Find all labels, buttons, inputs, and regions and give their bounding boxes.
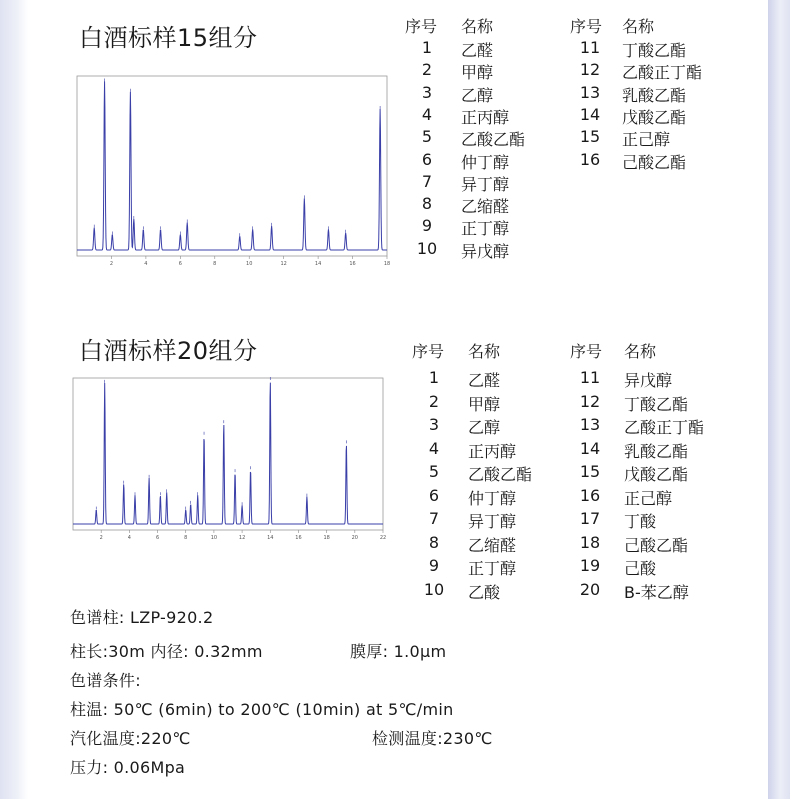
section2-legend-item-number: 3 — [428, 415, 440, 434]
chart15-frame — [77, 76, 387, 256]
chart20-x-tick-label: 10 — [210, 535, 218, 541]
section1-legend-item-name: 甲醇 — [461, 63, 494, 83]
section1-legend-item-name: 己酸乙酯 — [622, 152, 687, 172]
chart15-x-tick-label: 14 — [314, 261, 322, 267]
section1-legend — [405, 14, 735, 264]
section2-legend-item-name: 异丁醇 — [468, 512, 517, 531]
section2-legend-item-name: 乙酸正丁酯 — [624, 418, 705, 437]
section2-legend-header-name: 名称 — [468, 342, 501, 361]
section2-legend-item-number: 9 — [428, 556, 440, 575]
chart15-x-tick-label: 18 — [383, 261, 391, 267]
section1-legend-item-number: 10 — [416, 238, 438, 258]
section2-legend-item-number: 11 — [579, 368, 601, 387]
section2-legend-item-name: 异戊醇 — [624, 371, 673, 390]
section1-legend-item-number: 9 — [421, 216, 433, 236]
chart15-x-tick-label: 6 — [178, 261, 182, 267]
section1-legend-item-number: 14 — [579, 104, 601, 124]
section1-legend-item-number: 4 — [421, 104, 433, 124]
section2-legend-item-name: 正己醇 — [624, 488, 673, 508]
section1-legend-item-name: 乙醛 — [461, 41, 494, 60]
section1-legend-item-name: 仲丁醇 — [461, 152, 510, 172]
section2-legend-item-number: 1 — [428, 368, 440, 387]
chromatogram-20-svg — [71, 376, 385, 542]
section1-legend-item-number: 7 — [421, 171, 433, 191]
section2-legend-item-name: 正丙醇 — [468, 441, 517, 461]
section2-legend-item-name: 乙醇 — [468, 418, 501, 437]
section2-legend-item-number: 2 — [428, 391, 440, 411]
section1-legend-item-name: 乳酸乙酯 — [622, 85, 687, 105]
section2-legend-item-number: 4 — [428, 438, 440, 458]
column-length-id: 柱长:30m 内径: 0.32mm — [70, 642, 263, 661]
section2-legend-item-name: 正丁醇 — [468, 559, 517, 578]
section2-legend-item-number: 17 — [579, 509, 601, 528]
chart20-x-tick-label: 12 — [238, 535, 246, 541]
chromatogram-15 — [75, 74, 389, 268]
section1-legend-item-number: 12 — [579, 60, 601, 80]
column-model: 色谱柱: LZP-920.2 — [70, 608, 214, 627]
section1-legend-item-number: 11 — [579, 38, 601, 57]
chromatography-parameters — [70, 605, 760, 790]
section1-legend-item-name: 乙缩醛 — [461, 197, 510, 217]
chart15-x-tick-label: 8 — [213, 261, 217, 267]
section2-legend-item-name: 丁酸乙酯 — [624, 394, 689, 414]
chart20-frame — [73, 378, 383, 530]
section2-legend-item-name: 己酸 — [624, 559, 657, 578]
conditions-heading: 色谱条件: — [70, 671, 141, 690]
section1-legend-item-name: 乙酸乙酯 — [461, 130, 526, 150]
section1-legend-item-name: 异戊醇 — [461, 241, 510, 261]
section2-legend-item-number: 19 — [579, 556, 601, 575]
section1-legend-header-no: 序号 — [405, 17, 438, 36]
section1-legend-item-number: 3 — [421, 82, 433, 102]
section1-legend-item-name: 丁酸乙酯 — [622, 41, 687, 60]
section2-legend-header-no: 序号 — [570, 342, 603, 361]
section1-legend-item-number: 16 — [579, 149, 601, 169]
section2-legend-item-name: 丁酸 — [624, 512, 657, 531]
chart20-x-tick-label: 2 — [99, 535, 103, 541]
section2-legend-item-number: 16 — [579, 485, 601, 505]
section2-legend-item-name: 己酸乙酯 — [624, 535, 689, 555]
section2-legend-item-name: 乙醛 — [468, 371, 501, 390]
chart20-x-tick-label: 16 — [295, 535, 302, 541]
chart15-x-tick-label: 4 — [144, 261, 148, 267]
chart15-x-tick-label: 12 — [280, 261, 287, 267]
section2-legend-item-number: 15 — [579, 462, 601, 481]
section1-legend-item-number: 6 — [421, 149, 433, 169]
section1-legend-item-name: 乙酸正丁酯 — [622, 63, 703, 83]
section1-legend-item-name: 正丙醇 — [461, 107, 510, 127]
injector-temperature: 汽化温度:220℃ — [70, 729, 191, 748]
section1-legend-item-name: 正丁醇 — [461, 219, 510, 239]
section2-legend-header-name: 名称 — [624, 342, 657, 361]
section2-legend-item-number: 14 — [579, 438, 601, 458]
section1-legend-item-name: 乙醇 — [461, 85, 494, 105]
section2-legend-item-number: 6 — [428, 485, 440, 505]
section2-legend-item-number: 7 — [428, 509, 440, 528]
chart20-x-tick-label: 18 — [323, 535, 330, 541]
section2-legend-item-name: 乙酸 — [468, 582, 501, 602]
section2-legend-item-number: 8 — [428, 532, 440, 552]
chromatogram-15-svg — [75, 74, 389, 268]
section1-title: 白酒标样15组分 — [79, 24, 258, 52]
section2-legend-header-no: 序号 — [412, 342, 445, 361]
section1-legend-item-number: 1 — [421, 38, 433, 57]
section2-legend-item-number: 20 — [579, 579, 601, 599]
section2-legend-item-number: 13 — [579, 415, 601, 434]
section2-legend-item-name: 乳酸乙酯 — [624, 441, 689, 461]
section1-legend-item-name: 正己醇 — [622, 130, 671, 150]
section1-legend-item-number: 8 — [421, 194, 433, 214]
section1-legend-header-name: 名称 — [461, 17, 494, 36]
section1-legend-item-number: 5 — [421, 127, 433, 147]
left-border-rail — [0, 0, 28, 799]
section2-legend-item-number: 12 — [579, 391, 601, 411]
section1-legend-item-number: 2 — [421, 60, 433, 80]
section1-legend-item-name: 异丁醇 — [461, 174, 510, 194]
section2-legend — [412, 339, 742, 604]
section2-legend-item-name: B-苯乙醇 — [624, 582, 689, 602]
section2-legend-item-number: 10 — [423, 579, 445, 599]
right-border-rail — [768, 0, 790, 799]
section1-legend-item-name: 戊酸乙酯 — [622, 107, 687, 127]
section1-legend-header-name: 名称 — [622, 17, 655, 36]
section1-legend-item-number: 13 — [579, 82, 601, 102]
detector-temperature: 检测温度:230℃ — [372, 729, 493, 748]
section2-legend-item-number: 18 — [579, 532, 601, 552]
carrier-pressure: 压力: 0.06Mpa — [70, 758, 186, 777]
chart20-x-tick-label: 6 — [155, 535, 160, 541]
chart20-x-tick-label: 4 — [127, 535, 131, 541]
chart15-x-tick-label: 10 — [246, 261, 253, 267]
chart15-x-tick-label: 16 — [349, 261, 356, 267]
section2-legend-item-name: 仲丁醇 — [468, 488, 517, 508]
section2-legend-item-name: 乙酸乙酯 — [468, 465, 533, 484]
section2-legend-item-name: 甲醇 — [468, 394, 501, 414]
chart20-x-tick-label: 20 — [351, 535, 359, 541]
section2-title: 白酒标样20组分 — [79, 337, 258, 365]
section2-legend-item-number: 5 — [428, 462, 440, 481]
section1-legend-header-no: 序号 — [570, 17, 603, 36]
chart20-x-tick-label: 8 — [184, 535, 188, 541]
section2-legend-item-name: 戊酸乙酯 — [624, 465, 689, 484]
oven-program: 柱温: 50℃ (6min) to 200℃ (10min) at 5℃/min — [70, 700, 454, 719]
chart15-x-tick-label: 2 — [109, 261, 114, 267]
section2-legend-item-name: 乙缩醛 — [468, 535, 517, 555]
film-thickness: 膜厚: 1.0μm — [350, 642, 447, 661]
chart20-x-tick-label: 14 — [267, 535, 274, 541]
chart20-x-tick-label: 22 — [379, 535, 387, 541]
section1-legend-item-number: 15 — [579, 127, 601, 147]
chromatogram-20 — [71, 376, 385, 542]
